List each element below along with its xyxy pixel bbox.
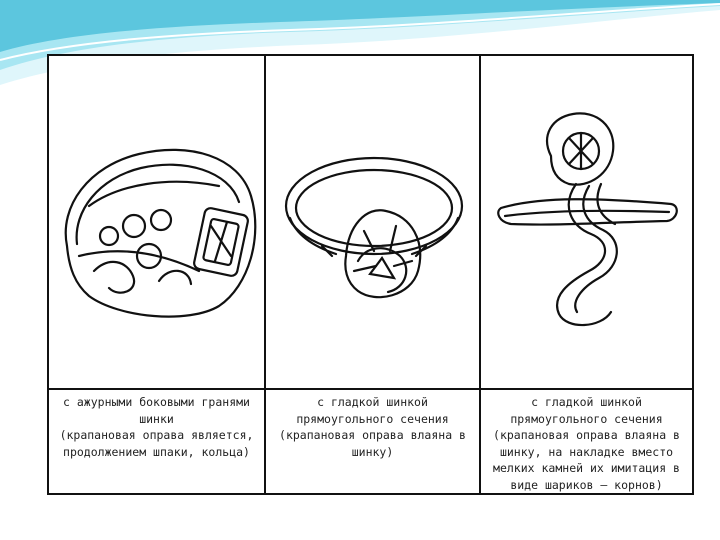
ring-types-table (47, 54, 694, 495)
caption-line: виде шариков — корнов) (510, 477, 663, 492)
caption-line: прямоугольного сечения (510, 411, 663, 426)
caption-twisted-ring (481, 394, 692, 493)
ring-smooth-band-icon (266, 56, 479, 388)
caption-line: мелких камней их имитация в (493, 461, 680, 475)
caption-line: с ажурными боковыми гранями (63, 395, 250, 409)
ring-openwork-sides-icon (49, 56, 264, 388)
caption-line: (крапановая оправа является, (59, 428, 254, 442)
caption-line: шинки (139, 411, 174, 426)
ring-twisted-band-icon (481, 56, 692, 388)
row-divider (49, 388, 692, 390)
caption-line: шинку) (351, 444, 394, 459)
caption-smooth-ring (266, 394, 479, 460)
caption-openwork-ring (49, 394, 264, 460)
caption-line: (крапановая оправа влаяна в (279, 428, 466, 442)
caption-line: (крапановая оправа влаяна в (493, 428, 680, 442)
caption-line: прямоугольного сечения (296, 411, 449, 426)
caption-line: с гладкой шинкой (531, 395, 642, 409)
caption-line: продолжением шпаки, кольца) (63, 444, 250, 459)
caption-line: с гладкой шинкой (317, 395, 428, 409)
caption-line: шинку, на накладке вместо (499, 444, 674, 459)
